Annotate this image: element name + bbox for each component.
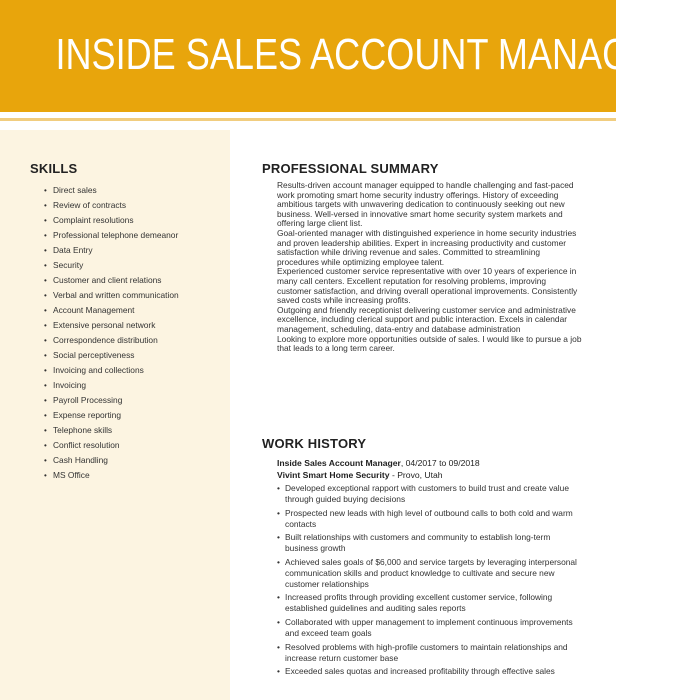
- skill-item: [44, 258, 179, 273]
- skill-item: [44, 198, 179, 213]
- duty-item: [277, 642, 577, 664]
- bullet-icon: •: [44, 216, 47, 225]
- skill-item: [44, 273, 179, 288]
- job-duties-list: [277, 483, 577, 680]
- bullet-icon: •: [44, 336, 47, 345]
- header-divider: [0, 118, 616, 121]
- skill-label: Professional telephone demeanor: [53, 230, 179, 240]
- skill-item: [44, 303, 179, 318]
- summary-heading: PROFESSIONAL SUMMARY: [262, 161, 439, 176]
- duty-text: Exceeded sales quotas and increased profitability through effective sales: [285, 666, 555, 677]
- bullet-icon: •: [44, 321, 47, 330]
- bullet-icon: •: [44, 231, 47, 240]
- skill-label: Cash Handling: [53, 455, 108, 465]
- skill-label: MS Office: [53, 470, 90, 480]
- skill-item: [44, 423, 179, 438]
- bullet-icon: •: [277, 592, 280, 603]
- skill-label: Direct sales: [53, 185, 97, 195]
- duty-text: Developed exceptional rapport with customers to build trust and create value through guided buying decisions: [285, 483, 569, 504]
- bullet-icon: •: [277, 532, 280, 543]
- bullet-icon: •: [277, 666, 280, 677]
- bullet-icon: •: [277, 507, 280, 518]
- resume-header: [0, 0, 680, 112]
- duty-text: Collaborated with upper management to implement continuous improvements and exceed team goals: [285, 616, 573, 638]
- skill-label: Invoicing and collections: [53, 365, 144, 375]
- bullet-icon: •: [44, 456, 47, 465]
- bullet-icon: •: [277, 641, 280, 652]
- bullet-icon: •: [44, 426, 47, 435]
- bullet-icon: •: [44, 201, 47, 210]
- skill-label: Conflict resolution: [53, 440, 120, 450]
- summary-paragraph: Looking to explore more opportunities outside of sales. I would like to pursue a job that leads to a long term career.: [277, 333, 582, 354]
- job-company-line: [277, 470, 443, 480]
- skill-item: [44, 333, 179, 348]
- bullet-icon: •: [44, 471, 47, 480]
- skill-item: [44, 288, 179, 303]
- duty-item: [277, 508, 577, 530]
- skill-item: [44, 468, 179, 483]
- work-history-heading: WORK HISTORY: [262, 436, 367, 451]
- bullet-icon: •: [277, 483, 280, 493]
- duty-item: [277, 557, 577, 590]
- bullet-icon: •: [44, 411, 47, 420]
- skill-item: [44, 228, 179, 243]
- summary-paragraph: Outgoing and friendly receptionist delivering customer service and administrative excellence, including clerical support and public interaction. Excels in calendar management, scheduling, data-entry and database administration: [277, 304, 576, 334]
- resume-title: INSIDE SALES ACCOUNT MANAGER: [55, 30, 680, 79]
- skill-label: Security: [53, 260, 84, 270]
- bullet-icon: •: [44, 291, 47, 300]
- professional-summary: [277, 181, 582, 354]
- skill-item: [44, 213, 179, 228]
- job-dates: , 04/2017 to 09/2018: [400, 458, 480, 468]
- skill-label: Payroll Processing: [53, 395, 123, 405]
- duty-text: Built relationships with customers and community to establish long-term business growth: [285, 532, 551, 554]
- skill-item: [44, 453, 179, 468]
- skill-label: Complaint resolutions: [53, 215, 134, 225]
- bullet-icon: •: [44, 396, 47, 405]
- skill-item: [44, 183, 179, 198]
- duty-item: [277, 592, 577, 614]
- skills-heading: SKILLS: [30, 161, 78, 176]
- bullet-icon: •: [44, 246, 47, 255]
- duty-text: Resolved problems with high-profile customers to maintain relationships and increase return customer base: [285, 641, 568, 663]
- summary-paragraph: Goal-oriented manager with distinguished experience in home security industries and proven leadership abilities. Expert in increasing productivity and customer satisfaction while driving revenue and sales. Committed to streamlining procedures while optimizing employee talent.: [277, 227, 577, 267]
- skill-label: Correspondence distribution: [53, 335, 158, 345]
- skill-label: Account Management: [53, 305, 135, 315]
- bullet-icon: •: [44, 261, 47, 270]
- duty-text: Achieved sales goals of $6,000 and service targets by leveraging interpersonal communication skills and product knowledge to cultivate and secure new customer relationships: [285, 556, 577, 589]
- skill-item: [44, 318, 179, 333]
- skill-label: Expense reporting: [53, 410, 121, 420]
- job-title: Inside Sales Account Manager: [277, 458, 401, 468]
- skill-label: Extensive personal network: [53, 320, 156, 330]
- duty-item: [277, 483, 577, 505]
- summary-paragraph: Results-driven account manager equipped to handle challenging and fast-paced work promoting smart home security industry offerings. History of exceeding ambitious targets with unwavering dedication to continuously seeking out new business. Well-versed in innovative smart home security system markets and offering large client list.: [277, 180, 574, 229]
- summary-paragraph: Experienced customer service representative with over 10 years of experience in many call centers. Excellent reputation for resolving problems, improving customer satisfaction, and driving overall operational improvements. Consistently saved costs while increasing profits.: [277, 266, 578, 306]
- skill-label: Verbal and written communication: [53, 290, 179, 300]
- duty-item: [277, 532, 577, 554]
- bullet-icon: •: [44, 366, 47, 375]
- skill-item: [44, 393, 179, 408]
- skill-label: Data Entry: [53, 245, 93, 255]
- skill-item: [44, 363, 179, 378]
- duty-item: [277, 666, 577, 677]
- skill-item: [44, 348, 179, 363]
- skill-label: Review of contracts: [53, 200, 127, 210]
- duty-text: Prospected new leads with high level of outbound calls to both cold and warm contacts: [285, 507, 573, 529]
- skill-label: Customer and client relations: [53, 275, 162, 285]
- bullet-icon: •: [44, 381, 47, 390]
- bullet-icon: •: [44, 306, 47, 315]
- bullet-icon: •: [277, 556, 280, 567]
- bullet-icon: •: [44, 186, 47, 195]
- skill-item: [44, 408, 179, 423]
- skill-label: Invoicing: [53, 380, 87, 390]
- skill-item: [44, 438, 179, 453]
- bullet-icon: •: [44, 276, 47, 285]
- skill-item: [44, 243, 179, 258]
- job-title-line: [277, 458, 480, 468]
- job-location: - Provo, Utah: [389, 470, 443, 480]
- duty-item: [277, 617, 577, 639]
- bullet-icon: •: [277, 616, 280, 627]
- job-company: Vivint Smart Home Security: [277, 470, 390, 480]
- skills-list: [44, 183, 179, 483]
- bullet-icon: •: [44, 441, 47, 450]
- bullet-icon: •: [44, 351, 47, 360]
- skill-label: Telephone skills: [53, 425, 113, 435]
- duty-text: Increased profits through providing excellent customer service, following established guidelines and auditing sales reports: [285, 592, 553, 614]
- skill-item: [44, 378, 179, 393]
- skill-label: Social perceptiveness: [53, 350, 135, 360]
